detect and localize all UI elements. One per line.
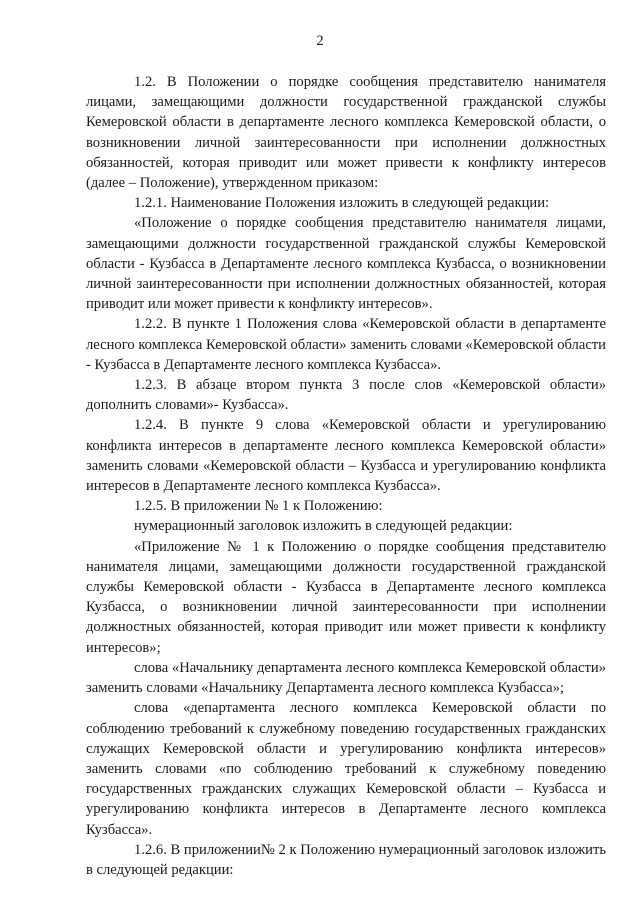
paragraph-1-2: 1.2. В Положении о порядке сообщения представителю нанимателя лицами, замещающими должности государственной гражданской службы Кемеровской области в департаменте лесного комплекса Кемеровской области, о возникновении личной заинтересованности при исполнении должностных обязанностей, которая приводит или может привести к конфликту интересов (далее – Положение), утвержденном приказом:	[86, 74, 606, 192]
paragraph-1-2-4: 1.2.4. В пункте 9 слова «Кемеровской области и урегулированию конфликта интересов в департаменте лесного комплекса Кемеровской области» заменить словами «Кемеровской области – Кузбасса и урегулированию конфликта интересов в Департаменте лесного комплекса Кузбасса».	[86, 417, 606, 495]
paragraph-numbering-header: нумерационный заголовок изложить в следующей редакции:	[134, 518, 513, 535]
paragraph-1-2-3: 1.2.3. В абзаце втором пункта 3 после слов «Кемеровской области» дополнить словами»- Кузбасса».	[86, 377, 606, 414]
paragraph-1-2-6: 1.2.6. В приложении№ 2 к Положению нумерационный заголовок изложить в следующей редакции:	[86, 841, 606, 878]
paragraph-appendix-1-quote: «Приложение № 1 к Положению о порядке сообщения представителю нанимателя лицами, замещающими должности государственной гражданской службы Кемеровской области - Кузбасса в Департаменте лесного комплекса Кузбасса, о возникновении личной заинтересованности при исполнении должностных обязанностей, которая приводит или может привести к конфликту интересов»;	[86, 538, 606, 656]
paragraph-1-2-5: 1.2.5. В приложении № 1 к Положению:	[134, 498, 383, 515]
paragraph-1-2-1-quote: «Положение о порядке сообщения представителю нанимателя лицами, замещающими должности государственной гражданской службы Кемеровской области - Кузбасса в Департаменте лесного комплекса Кузбасса, о возникновении личной заинтересованности при исполнении должностных обязанностей, которая приводит или может привести к конфликту интересов».	[86, 215, 606, 313]
paragraph-words-replace-1: слова «Начальнику департамента лесного комплекса Кемеровской области» заменить словами «Начальнику Департамента лесного комплекса Кузбасса»;	[86, 659, 606, 697]
paragraph-words-replace-2: слова «департамента лесного комплекса Кемеровской области по соблюдению требований к служебному поведению государственных гражданских служащих Кемеровской области и урегулированию конфликта интересов» заменить словами «по соблюдению требований к служебному поведению государственных гражданских служащих Кемеровской области – Кузбасса и урегулированию конфликта интересов в Департаменте лесного комплекса Кузбасса».	[86, 700, 606, 838]
paragraph-1-2-2: 1.2.2. В пункте 1 Положения слова «Кемеровской области в департаменте лесного комплекса Кемеровской области» заменить словами «Кемеровской области - Кузбасса в Департаменте лесного комплекса Кузбасса».	[86, 316, 606, 373]
page-number: 2	[316, 33, 324, 49]
document-body	[86, 72, 606, 880]
paragraph-1-2-1: 1.2.1. Наименование Положения изложить в следующей редакции:	[134, 195, 550, 212]
